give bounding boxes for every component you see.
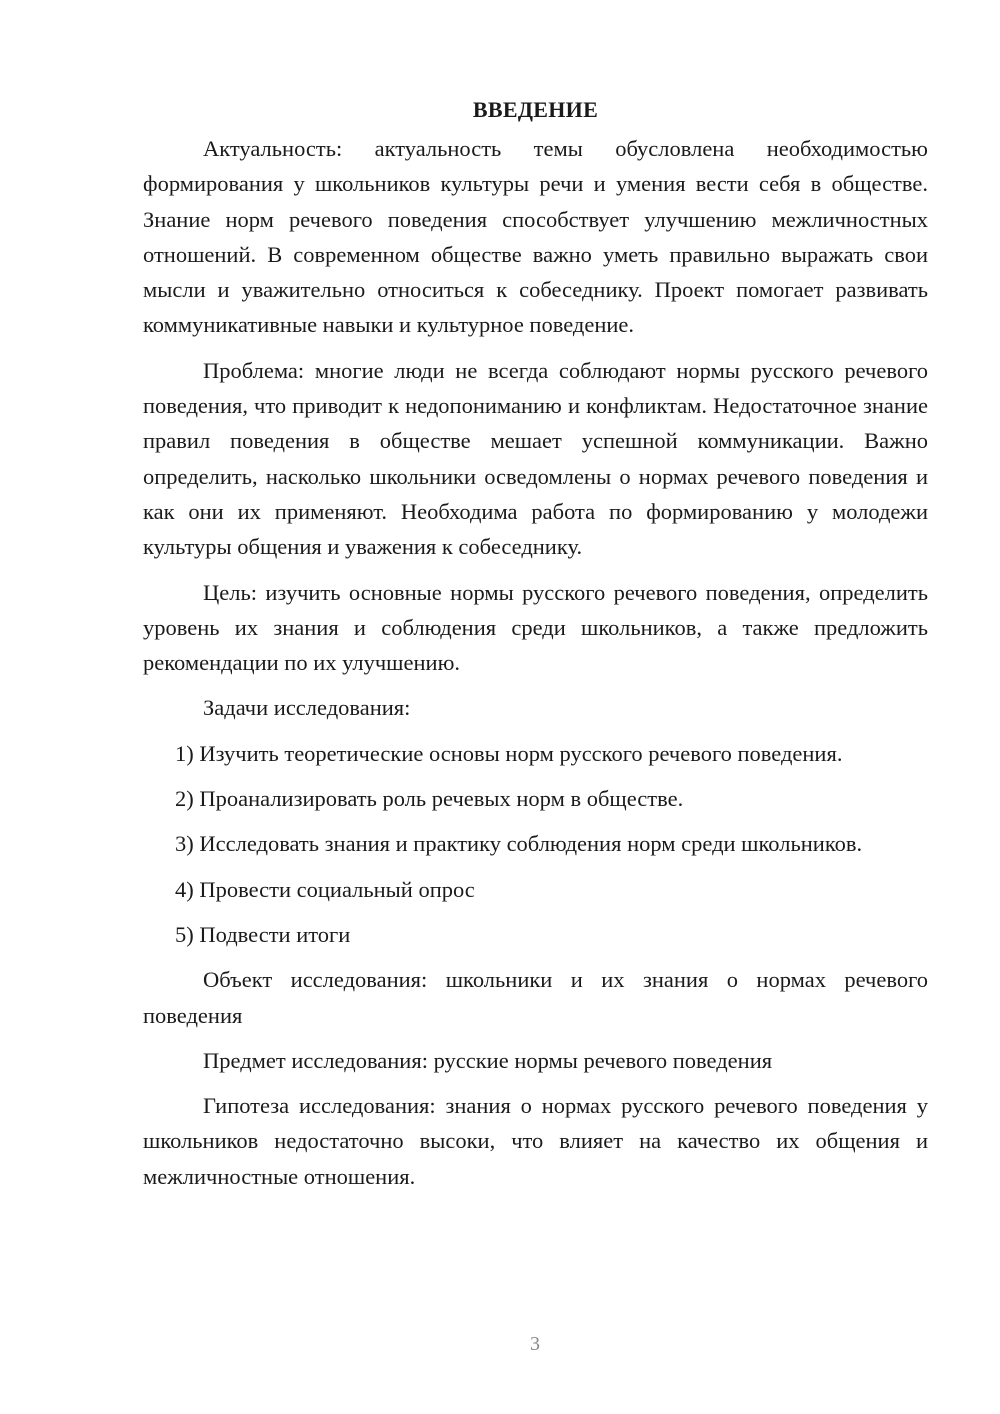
task-item: 5) Подвести итоги xyxy=(175,921,351,947)
task-item: 1) Изучить теоретические основы норм русского речевого поведения. xyxy=(175,740,843,766)
hypothesis-paragraph: Гипотеза исследования: знания о нормах русского речевого поведения у школьников недостаточно высоки, что влияет на качество их общения и межличностные отношения. xyxy=(143,1093,928,1189)
problem-paragraph: Проблема: многие люди не всегда соблюдают нормы русского речевого поведения, что приводит к недопониманию и конфликтам. Недостаточное знание правил поведения в обществе мешает успешной коммуникации. Важно определить, насколько школьники осведомлены о нормах речевого поведения и как они их применяют. Необходима работа по формированию у молодежи культуры общения и уважения к собеседнику. xyxy=(143,357,928,560)
page-number: 3 xyxy=(530,1333,540,1355)
document-page xyxy=(143,92,928,1204)
task-item: 3) Исследовать знания и практику соблюдения норм среди школьников. xyxy=(175,831,863,857)
object-paragraph: Объект исследования: школьники и их знания о нормах речевого поведения xyxy=(143,967,928,1028)
task-item: 4) Провести социальный опрос xyxy=(175,876,475,902)
relevance-paragraph: Актуальность: актуальность темы обусловлена необходимостью формирования у школьников культуры речи и умения вести себя в обществе. Знание норм речевого поведения способствует улучшению межличностных отношений. В современном обществе важно уметь правильно выражать свои мысли и уважительно относиться к собеседнику. Проект помогает развивать коммуникативные навыки и культурное поведение. xyxy=(143,136,928,338)
subject-paragraph: Предмет исследования: русские нормы речевого поведения xyxy=(203,1047,773,1073)
tasks-list xyxy=(143,736,928,952)
goal-paragraph: Цель: изучить основные нормы русского речевого поведения, определить уровень их знания и соблюдения среди школьников, а также предложить рекомендации по их улучшению. xyxy=(143,579,928,676)
task-item: 2) Проанализировать роль речевых норм в обществе. xyxy=(175,786,684,812)
section-title: ВВЕДЕНИЕ xyxy=(472,97,599,122)
tasks-heading: Задачи исследования: xyxy=(203,695,411,721)
